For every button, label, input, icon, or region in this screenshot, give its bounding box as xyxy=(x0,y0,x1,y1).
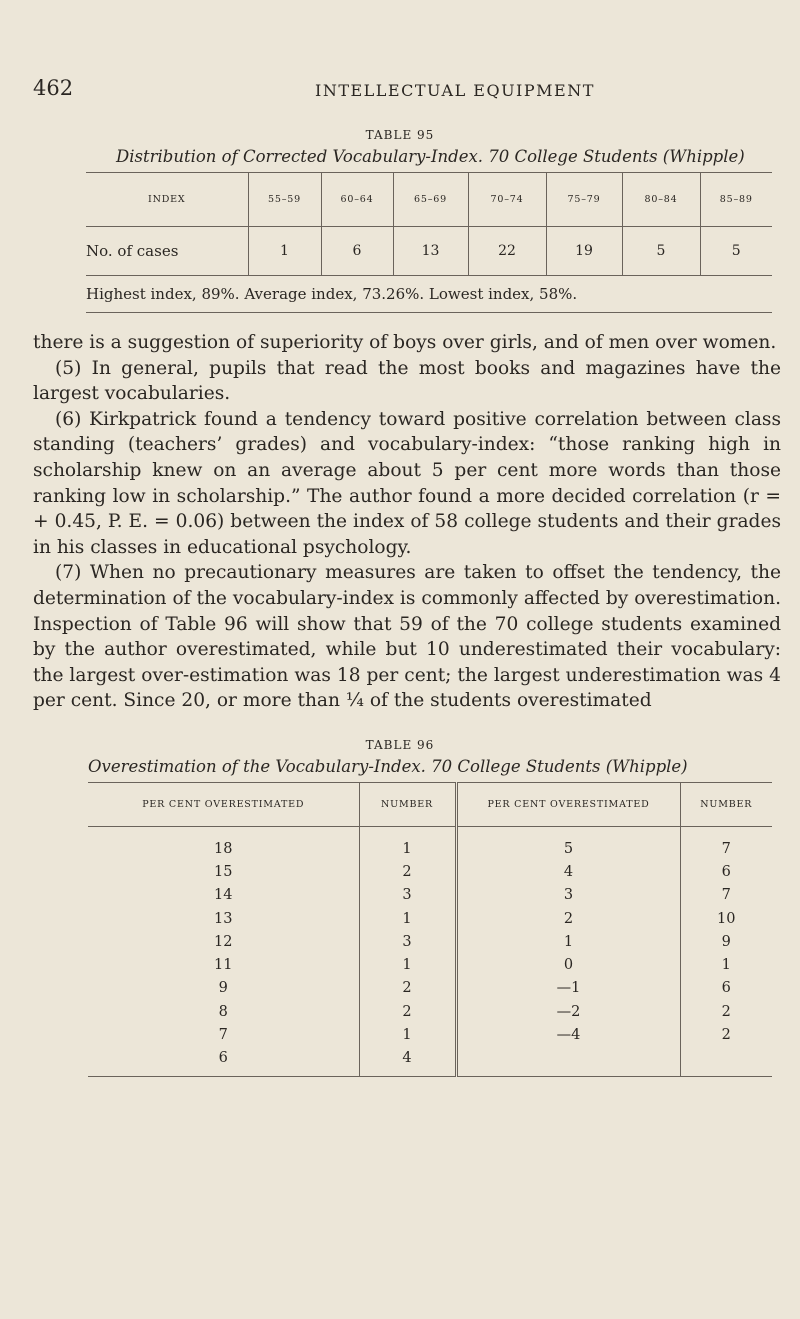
table-96-header-row xyxy=(88,783,772,827)
table-cell: 15 xyxy=(214,863,233,880)
table-96-header: NUMBER xyxy=(359,783,456,827)
table-96-header: PER CENT OVERESTIMATED xyxy=(456,783,680,827)
table-row xyxy=(88,907,772,930)
table-95-caption: Distribution of Corrected Vocabulary-Index. 70 College Students (Whipple) xyxy=(116,147,745,166)
page-number: 462 xyxy=(33,76,74,100)
table-95-header: 75–79 xyxy=(546,173,622,227)
table-cell: 5 xyxy=(622,227,700,276)
table-row xyxy=(88,827,772,861)
table-95-header-row xyxy=(86,173,772,227)
table-cell: —4 xyxy=(456,1023,680,1046)
table-cell: 4 xyxy=(359,1047,456,1077)
table-cell xyxy=(456,1047,680,1077)
table-96-body xyxy=(88,827,772,1077)
table-cell: 22 xyxy=(468,227,546,276)
table-row xyxy=(86,227,772,276)
table-95-header: 85–89 xyxy=(700,173,772,227)
table-95-header: 80–84 xyxy=(622,173,700,227)
table-95 xyxy=(86,172,772,276)
table-cell: 1 xyxy=(359,907,456,930)
table-cell: 2 xyxy=(680,1000,772,1023)
table-row xyxy=(88,930,772,953)
table-cell: 1 xyxy=(456,930,680,953)
table-95-header: 70–74 xyxy=(468,173,546,227)
table-cell: 2 xyxy=(680,1023,772,1046)
table-cell: 2 xyxy=(456,907,680,930)
table-row xyxy=(88,977,772,1000)
table-cell: 10 xyxy=(680,907,772,930)
table-95-header: 55–59 xyxy=(248,173,321,227)
table-cell: 5 xyxy=(456,827,680,861)
table-96-label: TABLE 96 xyxy=(365,738,435,752)
table-cell: 6 xyxy=(321,227,393,276)
table-cell: 3 xyxy=(359,884,456,907)
table-cell: 11 xyxy=(214,957,233,974)
table-cell: 0 xyxy=(456,953,680,976)
table-cell: 1 xyxy=(680,953,772,976)
table-cell: 13 xyxy=(214,910,233,927)
table-cell: 2 xyxy=(359,1000,456,1023)
table-cell: 14 xyxy=(214,887,233,904)
table-cell: 6 xyxy=(680,977,772,1000)
table-95-header: 60–64 xyxy=(321,173,393,227)
table-96-caption: Overestimation of the Vocabulary-Index. 70 College Students (Whipple) xyxy=(88,757,688,776)
table-95-label: TABLE 95 xyxy=(365,128,435,142)
body-text xyxy=(33,330,781,714)
table-cell: 13 xyxy=(393,227,468,276)
table-cell: 6 xyxy=(88,1047,359,1077)
table-cell: 9 xyxy=(218,980,228,997)
table-cell: 1 xyxy=(359,1023,456,1046)
table-cell: 12 xyxy=(214,933,233,950)
table-cell: 3 xyxy=(359,930,456,953)
table-cell: 19 xyxy=(546,227,622,276)
table-row xyxy=(88,1000,772,1023)
table-cell: —2 xyxy=(456,1000,680,1023)
table-96-header: NUMBER xyxy=(680,783,772,827)
table-cell: 7 xyxy=(680,884,772,907)
table-cell: 3 xyxy=(456,884,680,907)
table-95-note: Highest index, 89%. Average index, 73.26%. Lowest index, 58%. xyxy=(86,285,578,303)
table-cell: 1 xyxy=(359,827,456,861)
table-cell: —1 xyxy=(456,977,680,1000)
paragraph: (7) When no precautionary measures are taken to offset the tendency, the determination of the vocabulary-index is commonly affected by overestimation. Inspection of Table 96 will show that 59 of the 70 college students examined by the author overestimated, while but 10 underestimated their vocabulary: the largest over-estimation was 18 per cent; the largest underestimation was 4 per cent. Since 20, or more than ¼ of the students overestimated xyxy=(33,562,781,712)
table-cell: 18 xyxy=(214,840,233,857)
table-cell: 1 xyxy=(359,953,456,976)
table-cell: 9 xyxy=(680,930,772,953)
table-95-row-label: No. of cases xyxy=(86,227,248,276)
table-row xyxy=(88,860,772,883)
table-cell: 5 xyxy=(700,227,772,276)
paragraph: (6) Kirkpatrick found a tendency toward positive correlation between class standing (teachers’ grades) and vocabulary-index: “those ranking high in scholarship knew on an average about 5 per cent more words than those ranking low in scholarship.” The author found a more decided correlation (r = + 0.45, P. E. = 0.06) between the index of 58 college students and their grades in his classes in educational psychology. xyxy=(33,408,781,558)
table-96-header: PER CENT OVERESTIMATED xyxy=(88,783,359,827)
table-cell: 7 xyxy=(680,827,772,861)
table-95-header: 65–69 xyxy=(393,173,468,227)
table-row xyxy=(88,1023,772,1046)
table-cell: 1 xyxy=(248,227,321,276)
table-95-header: INDEX xyxy=(86,173,248,227)
table-row xyxy=(88,953,772,976)
divider xyxy=(86,312,772,313)
table-row xyxy=(88,1047,772,1077)
running-head: INTELLECTUAL EQUIPMENT xyxy=(315,81,595,100)
table-row xyxy=(88,884,772,907)
paragraph: (5) In general, pupils that read the most books and magazines have the largest vocabularies. xyxy=(33,357,781,405)
table-cell: 8 xyxy=(218,1003,228,1020)
table-cell: 7 xyxy=(218,1027,228,1044)
table-cell: 2 xyxy=(359,860,456,883)
table-cell: 6 xyxy=(680,860,772,883)
table-96 xyxy=(88,782,772,1077)
paragraph: there is a suggestion of superiority of boys over girls, and of men over women. xyxy=(33,332,777,353)
table-cell: 2 xyxy=(359,977,456,1000)
table-cell: 4 xyxy=(456,860,680,883)
table-cell xyxy=(680,1047,772,1077)
